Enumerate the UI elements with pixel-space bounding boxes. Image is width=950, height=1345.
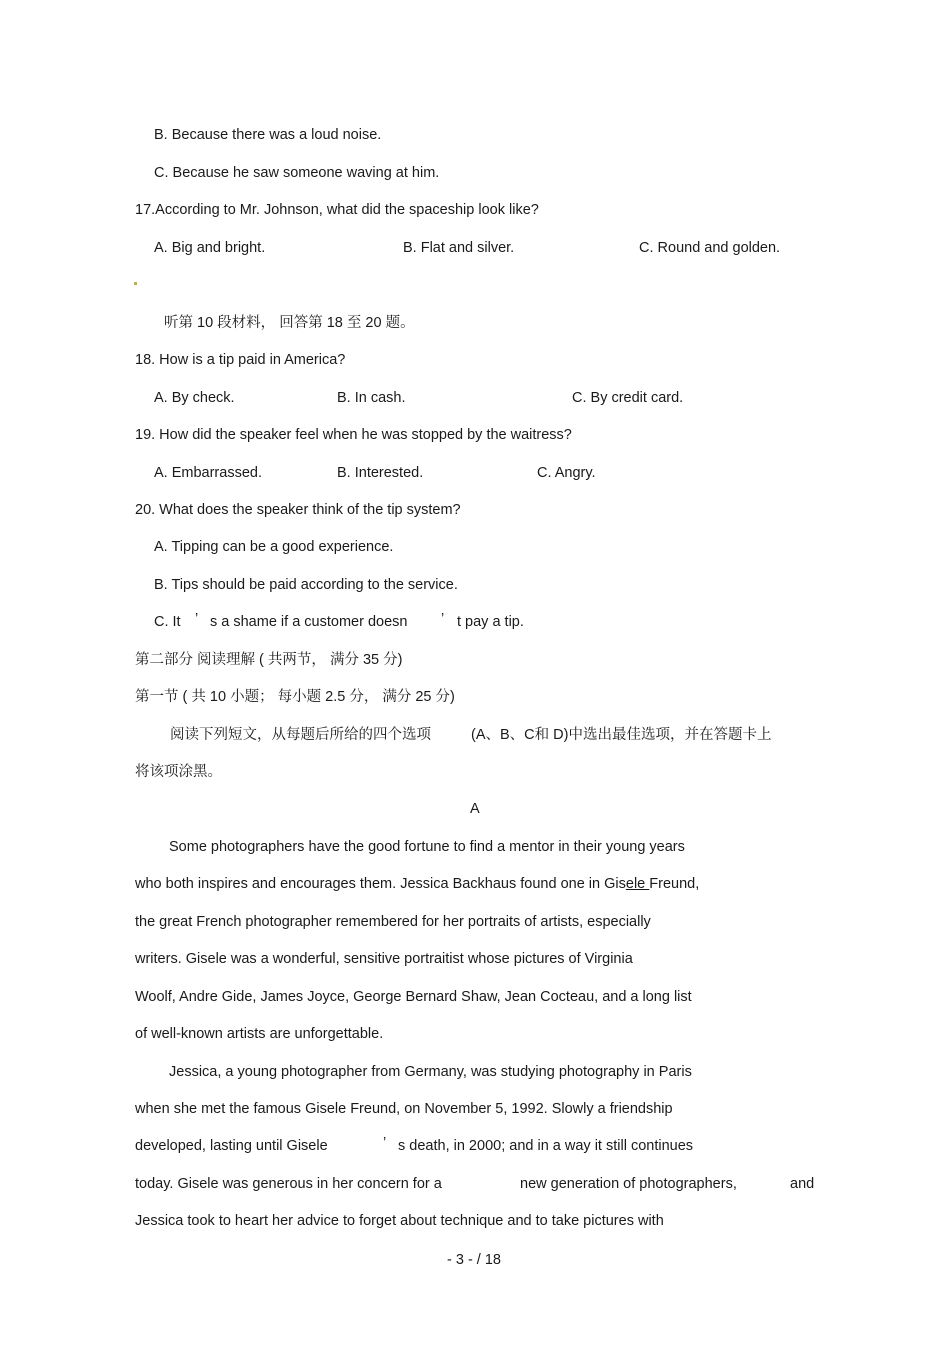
part2-section1-heading: 第一节 ( 共 10 小题； 每小题 2.5 分， 满分 25 分) xyxy=(135,689,455,705)
passage-underlined-text: ele xyxy=(625,876,650,892)
q17-option-a: A. Big and bright. xyxy=(154,240,266,256)
reading-instruction-part1: 阅读下列短文，从每题后所给的四个选项 xyxy=(170,727,431,743)
passage-text: who both inspires and encourages them. Jessica Backhaus found one in Gis xyxy=(135,876,626,892)
passage-line xyxy=(135,875,699,893)
q20-option-a: A. Tipping can be a good experience. xyxy=(154,539,394,555)
q20-option-c-part2: s a shame if a customer doesn xyxy=(210,614,408,630)
q16-option-c: C. Because he saw someone waving at him. xyxy=(154,165,440,181)
passage-line: Jessica, a young photographer from Germany, was studying photography in Paris xyxy=(169,1064,692,1080)
stray-mark xyxy=(134,282,137,285)
q17-option-c: C. Round and golden. xyxy=(639,240,781,256)
passage-line: Jessica took to heart her advice to forget about technique and to take pictures with xyxy=(135,1213,664,1229)
passage-line: when she met the famous Gisele Freund, on November 5, 1992. Slowly a friendship xyxy=(135,1101,673,1117)
page-number: - 3 - / 18 xyxy=(447,1252,501,1268)
q19-option-a: A. Embarrassed. xyxy=(154,465,262,481)
q19-question: 19. How did the speaker feel when he was stopped by the waitress? xyxy=(135,427,572,443)
q18-question: 18. How is a tip paid in America? xyxy=(135,352,346,368)
passage-line: of well-known artists are unforgettable. xyxy=(135,1026,384,1042)
q20-option-b: B. Tips should be paid according to the service. xyxy=(154,577,458,593)
passage-line: new generation of photographers, xyxy=(520,1176,737,1192)
passage-line: and xyxy=(790,1176,815,1192)
passage-text: Freund, xyxy=(649,876,700,892)
q16-option-b: B. Because there was a loud noise. xyxy=(154,127,382,143)
q18-option-a: A. By check. xyxy=(154,390,235,406)
passage-line: the great French photographer remembered for her portraits of artists, especially xyxy=(135,914,651,930)
passage-line: s death, in 2000; and in a way it still continues xyxy=(398,1138,694,1154)
q20-option-c-apostrophe-2: ’ xyxy=(441,611,445,627)
q20-option-c-apostrophe-1: ’ xyxy=(195,611,199,627)
q17-option-b: B. Flat and silver. xyxy=(403,240,515,256)
reading-instruction-part2: (A、B、C和 D)中选出最佳选项，并在答题卡上 xyxy=(471,727,772,743)
passage-apostrophe: ’ xyxy=(383,1135,387,1151)
q19-option-b: B. Interested. xyxy=(337,465,424,481)
passage-line: Some photographers have the good fortune to find a mentor in their young years xyxy=(169,839,685,855)
passage-line: today. Gisele was generous in her concern for a xyxy=(135,1176,442,1192)
passage-label: A xyxy=(470,801,480,817)
q17-question: 17.According to Mr. Johnson, what did the spaceship look like? xyxy=(135,202,539,218)
q18-option-b: B. In cash. xyxy=(337,390,406,406)
section10-instruction: 听第 10 段材料， 回答第 18 至 20 题。 xyxy=(164,315,415,331)
q20-option-c-part1: C. It xyxy=(154,614,181,630)
q20-question: 20. What does the speaker think of the tip system? xyxy=(135,502,461,518)
q19-option-c: C. Angry. xyxy=(537,465,596,481)
passage-line: Woolf, Andre Gide, James Joyce, George Bernard Shaw, Jean Cocteau, and a long list xyxy=(135,989,692,1005)
part2-heading: 第二部分 阅读理解 ( 共两节， 满分 35 分) xyxy=(135,652,403,668)
q18-option-c: C. By credit card. xyxy=(572,390,684,406)
passage-line: developed, lasting until Gisele xyxy=(135,1138,328,1154)
passage-line: writers. Gisele was a wonderful, sensitive portraitist whose pictures of Virginia xyxy=(135,951,633,967)
q20-option-c-part3: t pay a tip. xyxy=(457,614,524,630)
reading-instruction-line2: 将该项涂黑。 xyxy=(135,764,222,780)
